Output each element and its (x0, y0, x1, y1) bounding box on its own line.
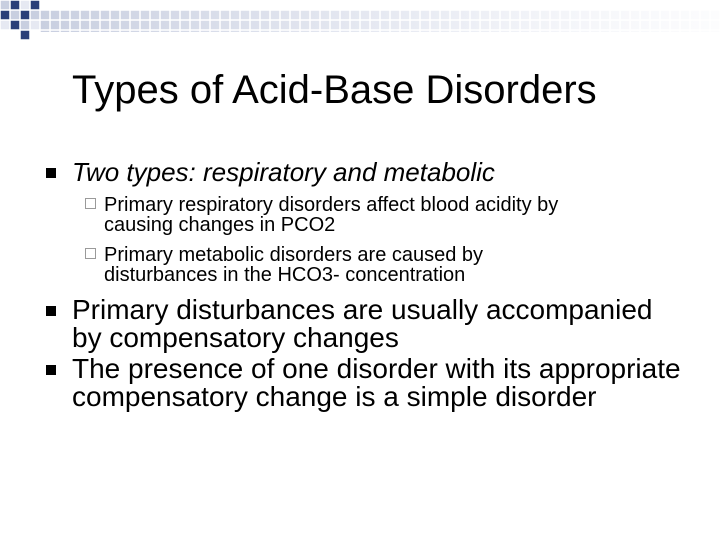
bullet-text: Two types: respiratory and metabolic (72, 157, 495, 187)
bullet-line: compensatory change is a simple disorder (72, 381, 597, 412)
empty-checkbox-bullet-icon (85, 248, 96, 259)
sub-bullet-line: causing changes in PCO2 (104, 214, 336, 236)
sub-bullet-line: Primary respiratory disorders affect blood acidity by (104, 194, 559, 216)
bullet-line: The presence of one disorder with its appropriate (72, 353, 681, 384)
filled-square-bullet-icon (46, 168, 56, 178)
bullet-compensatory (72, 296, 653, 352)
empty-checkbox-bullet-icon (85, 198, 96, 209)
sub-bullet-metabolic (104, 245, 483, 285)
sub-bullet-line: Primary metabolic disorders are caused by (104, 244, 484, 266)
filled-square-bullet-icon (46, 306, 56, 316)
sub-bullet-respiratory (104, 195, 558, 235)
bullet-line: by compensatory changes (72, 322, 399, 353)
bullet-simple-disorder (72, 355, 681, 411)
sub-bullet-line: disturbances in the HCO3- concentration (104, 264, 466, 286)
slide-title: Types of Acid-Base Disorders (72, 68, 597, 112)
header-grid-decoration (0, 0, 720, 42)
bullet-line: Primary disturbances are usually accompanied (72, 294, 653, 325)
filled-square-bullet-icon (46, 365, 56, 375)
bullet-two-types (72, 158, 495, 186)
